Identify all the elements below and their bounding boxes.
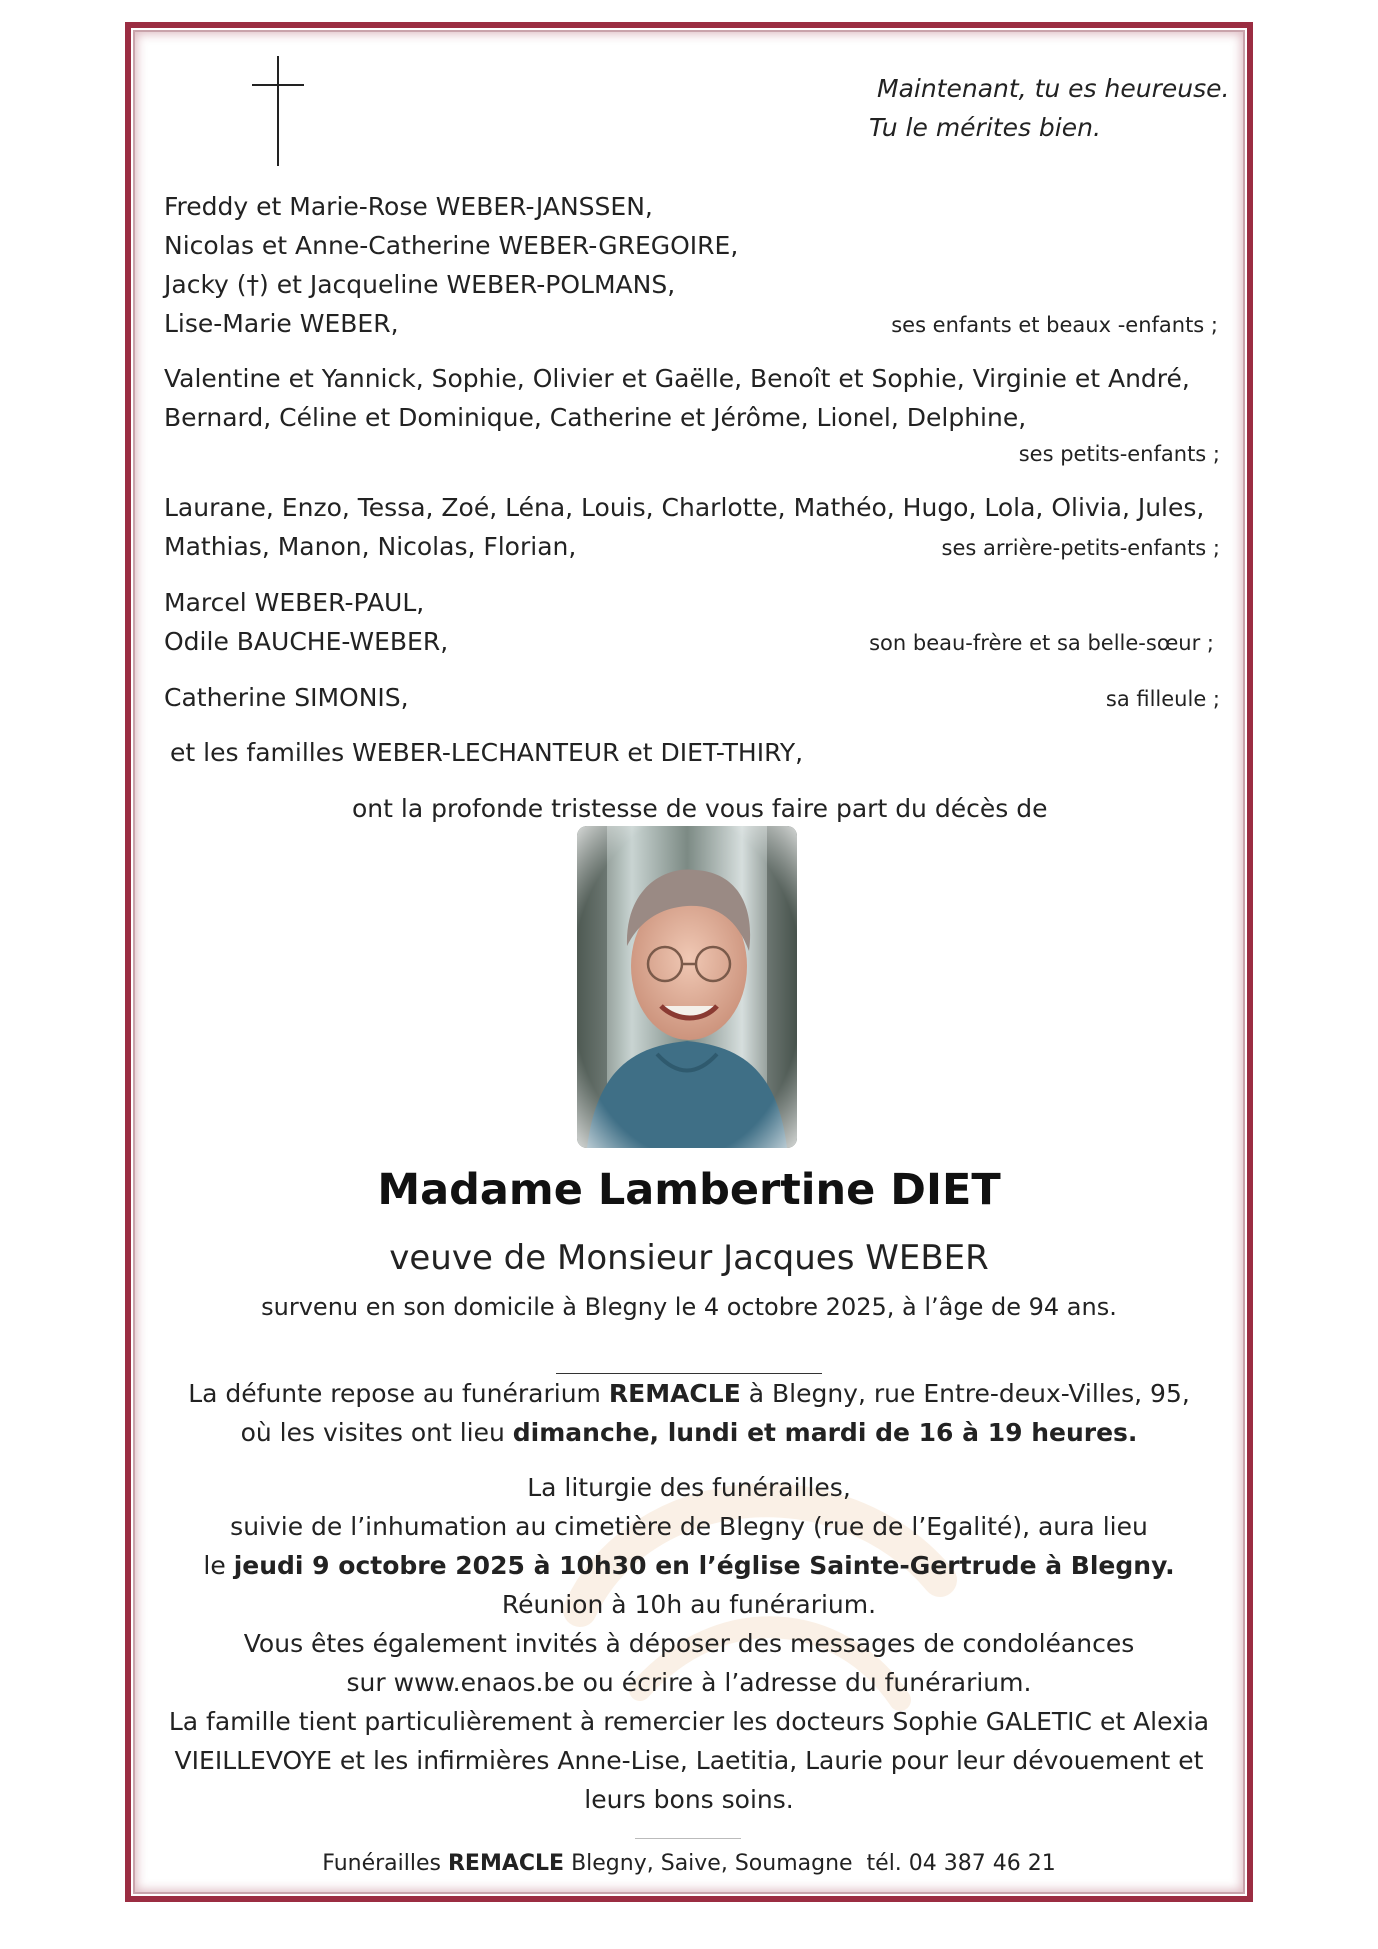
funeral-line-9: leurs bons soins. — [584, 1785, 794, 1814]
funeral-line-6: sur www.enaos.be ou écrire à l’adresse du funérarium. — [346, 1668, 1032, 1697]
quote-line-1: Maintenant, tu es heureuse. — [877, 74, 1230, 103]
in-laws-label: son beau-frère et sa belle-sœur ; — [869, 631, 1214, 655]
funeral-line-2: suivie de l’inhumation au cimetière de Blegny (rue de l’Egalité), aura lieu — [230, 1512, 1148, 1541]
portrait-photo — [577, 826, 797, 1148]
funeral-line-1: La liturgie des funérailles, — [527, 1473, 851, 1502]
children-line: Freddy et Marie-Rose WEBER-JANSSEN, — [164, 192, 653, 221]
children-line: Jacky (†) et Jacqueline WEBER-POLMANS, — [164, 270, 676, 299]
in-laws-line: Marcel WEBER-PAUL, — [164, 588, 425, 617]
visitation-line-2: où les visites ont lieu dimanche, lundi et mardi de 16 à 19 heures. — [240, 1418, 1138, 1447]
visitation-line-1: La défunte repose au funérarium REMACLE à Blegny, rue Entre-deux-Villes, 95, — [188, 1379, 1190, 1408]
deceased-details: survenu en son domicile à Blegny le 4 octobre 2025, à l’âge de 94 ans. — [261, 1293, 1117, 1321]
footer-divider — [635, 1838, 741, 1839]
funeral-line-5: Vous êtes également invités à déposer des messages de condoléances — [243, 1629, 1135, 1658]
great-grandchildren-line: Laurane, Enzo, Tessa, Zoé, Léna, Louis, Charlotte, Mathéo, Hugo, Lola, Olivia, Jules, — [164, 493, 1205, 522]
great-grandchildren-line: Mathias, Manon, Nicolas, Florian, — [164, 532, 577, 561]
goddaughter-line: Catherine SIMONIS, — [164, 683, 409, 712]
grandchildren-line: Valentine et Yannick, Sophie, Olivier et Gaëlle, Benoît et Sophie, Virginie et André, — [164, 364, 1190, 393]
children-label: ses enfants et beaux -enfants ; — [891, 313, 1218, 337]
children-line: Nicolas et Anne-Catherine WEBER-GREGOIRE, — [164, 231, 739, 260]
goddaughter-label: sa filleule ; — [1105, 687, 1220, 711]
deceased-widow-of: veuve de Monsieur Jacques WEBER — [389, 1238, 989, 1278]
funeral-line-3: le jeudi 9 octobre 2025 à 10h30 en l’église Sainte-Gertrude à Blegny. — [203, 1551, 1175, 1580]
great-grandchildren-label: ses arrière-petits-enfants ; — [941, 536, 1220, 560]
children-line: Lise-Marie WEBER, — [164, 309, 399, 338]
announcement: ont la profonde tristesse de vous faire part du décès de — [352, 794, 1048, 823]
grandchildren-label: ses petits-enfants ; — [1018, 442, 1220, 466]
deceased-name: Madame Lambertine DIET — [377, 1165, 1001, 1215]
quote-line-2: Tu le mérites bien. — [869, 113, 1101, 142]
funeral-line-8: VIEILLEVOYE et les infirmières Anne-Lise, Laetitia, Laurie pour leur dévouement et — [174, 1746, 1204, 1775]
funeral-line-4: Réunion à 10h au funérarium. — [501, 1590, 877, 1619]
funeral-line-7: La famille tient particulièrement à remercier les docteurs Sophie GALETIC et Alexia — [168, 1707, 1210, 1736]
families-line: et les familles WEBER-LECHANTEUR et DIET-THIRY, — [170, 738, 804, 767]
in-laws-line: Odile BAUCHE-WEBER, — [164, 627, 449, 656]
grandchildren-line: Bernard, Céline et Dominique, Catherine et Jérôme, Lionel, Delphine, — [164, 403, 1027, 432]
cross-icon — [252, 56, 304, 166]
footer-contact: Funérailles REMACLE Blegny, Saive, Soumagne tél. 04 387 46 21 — [322, 1851, 1056, 1876]
